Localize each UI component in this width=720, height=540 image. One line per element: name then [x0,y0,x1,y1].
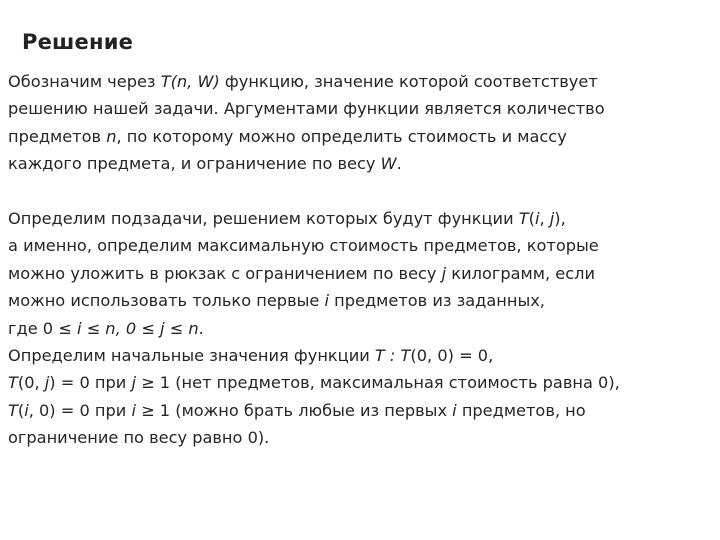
formula-segment: i [131,400,136,420]
slide-content [8,68,714,452]
text-line [8,424,714,451]
formula-segment: i [452,400,457,420]
text-line [8,95,714,122]
text-line [8,150,714,177]
paragraph-definition [8,68,714,178]
formula-segment: T [8,373,18,393]
text-segment: Определим начальные значения функции [8,346,375,366]
paragraph-gap [8,178,714,205]
text-line [8,397,714,424]
text-segment: можно уложить в рюкзак с ограничением по весу [8,263,442,283]
text-segment: предметов [8,126,107,146]
formula-segment: ≤ i ≤ n, 0 ≤ j ≤ n [58,318,199,338]
text-line [8,205,714,232]
text-segment: можно использовать только первые [8,291,325,311]
formula-segment: i [534,209,540,229]
formula-segment: j [441,263,447,283]
text-segment: , 0) = 0 при [28,400,132,420]
formula-segment: W [380,154,397,174]
text-segment: . [198,318,204,338]
text-segment: Обозначим через [8,72,161,91]
text-segment: ), [554,209,566,229]
text-segment: , [539,209,550,229]
text-line [8,315,714,342]
formula-segment: n [106,126,117,146]
text-line [8,68,714,95]
text-segment: функцию, значение которой соответствует [219,72,598,91]
text-line [8,123,714,150]
text-segment: где 0 [8,318,59,338]
text-segment: ( [17,400,25,420]
text-segment: ≥ 1 (нет предметов, максимальная стоимость равна 0), [135,373,620,393]
text-line [8,342,714,369]
text-segment: (0, 0) = 0, [410,346,494,366]
text-segment: , по которому можно определить стоимость и массу [116,126,567,146]
text-line [8,260,714,287]
text-segment: предметов, но [456,400,586,420]
text-segment: ограничение по весу равно 0). [8,428,270,448]
text-segment: (0, [17,373,45,393]
text-segment: Определим подзадачи, решением которых будут функции [8,209,519,229]
text-segment: килограмм, если [446,263,595,283]
formula-segment: T(n, W) [160,72,220,91]
text-segment: а именно, определим максимальную стоимость предметов, которые [8,236,599,256]
text-line [8,369,714,396]
text-segment: . [396,154,402,174]
formula-segment: j [549,209,555,229]
text-segment: решению нашей задачи. Аргументами функции является количество [8,99,605,119]
formula-segment: j [131,373,136,393]
paragraph-subproblems [8,205,714,452]
formula-segment: T : T [374,346,411,366]
formula-segment: i [324,291,330,311]
formula-segment: T [518,209,529,229]
formula-segment: j [44,373,50,393]
text-line [8,287,714,314]
text-segment: ( [528,209,535,229]
formula-segment: T [8,400,18,420]
text-line [8,232,714,259]
text-segment: предметов из заданных, [329,291,545,311]
text-segment: ≥ 1 (можно брать любые из первых [135,400,453,420]
slide-title: Решение [22,30,134,54]
text-segment: каждого предмета, и ограничение по весу [8,154,381,174]
text-segment: ) = 0 при [49,373,132,393]
formula-segment: i [24,400,29,420]
